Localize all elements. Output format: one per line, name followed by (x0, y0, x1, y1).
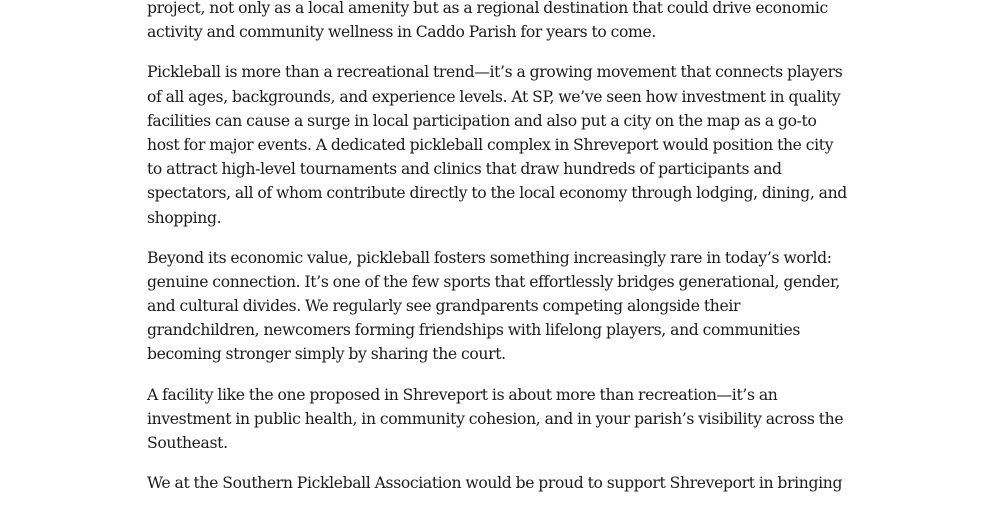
paragraph-project-continuation (147, 0, 867, 44)
text-line: A facility like the one proposed in Shreveport is about more than recreation—it’s an (147, 385, 778, 404)
text-line: of all ages, backgrounds, and experience levels. At SP, we’ve seen how investment in quality (147, 87, 841, 106)
text-line: activity and community wellness in Caddo Parish for years to come. (147, 23, 656, 42)
text-line: investment in public health, in community cohesion, and in your parish’s visibility across the (147, 409, 844, 428)
text-line: Beyond its economic value, pickleball fosters something increasingly rare in today’s world: (147, 248, 832, 267)
text-line: Pickleball is more than a recreational trend—it’s a growing movement that connects players (147, 63, 843, 82)
text-line: We at the Southern Pickleball Association would be proud to support Shreveport in bringing (147, 474, 843, 493)
text-line: genuine connection. It’s one of the few sports that effortlessly bridges generational, gender, (147, 272, 841, 291)
paragraph-support (147, 471, 867, 495)
text-line: becoming stronger simply by sharing the court. (147, 345, 506, 364)
text-line: project, not only as a local amenity but as a regional destination that could drive economic (147, 0, 828, 17)
text-line: grandchildren, newcomers forming friendships with lifelong players, and communities (147, 321, 801, 340)
text-line: facilities can cause a surge in local participation and also put a city on the map as a go-to (147, 111, 817, 130)
paragraph-movement (147, 60, 867, 229)
paragraph-investment (147, 383, 867, 456)
letter-body (147, 0, 867, 511)
text-line: shopping. (147, 208, 222, 227)
text-line: host for major events. A dedicated pickleball complex in Shreveport would position the city (147, 135, 834, 154)
text-line: spectators, all of whom contribute directly to the local economy through lodging, dining, and (147, 184, 847, 203)
paragraph-connection (147, 246, 867, 367)
text-line: to attract high-level tournaments and clinics that draw hundreds of participants and (147, 160, 782, 179)
text-line: and cultural divides. We regularly see grandparents competing alongside their (147, 297, 741, 316)
text-line: Southeast. (147, 434, 228, 452)
